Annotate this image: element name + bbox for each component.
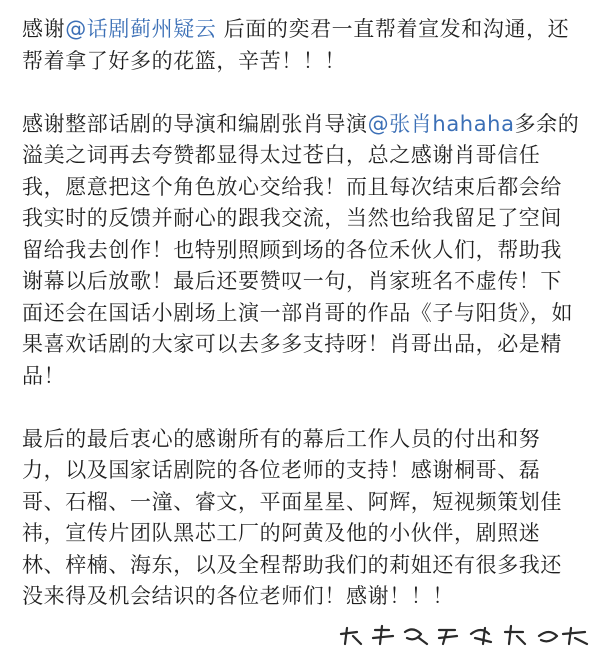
post-body (22, 14, 582, 644)
mention-link-drama[interactable]: @话剧蓟州疑云 (65, 17, 217, 41)
paragraph-thanks-director (22, 109, 582, 393)
mention-link-director[interactable]: @张肖hahaha (367, 111, 515, 136)
paragraph-text: 最后的最后衷心的感谢所有的幕后工作人员的付出和努力，以及国家话剧院的各位老师的支持！感谢桐哥、磊哥、石榴、一潼、睿文，平面星星、阿辉，短视频策划佳祎，宣传片团队黑芯工厂的阿黄及他的小伙伴，剧照迷林、梓楠、海东，以及全程帮助我们的莉姐还有很多我还没来得及机会结识的各位老师们！感谢！！！ (22, 426, 562, 608)
paragraph-thanks-staff (22, 424, 582, 613)
paragraph-text: 感谢 (22, 17, 66, 41)
paragraph-text: 多余的溢美之词再去夸赞都显得太过苍白，总之感谢肖哥信任我，愿意把这个角色放心交给我！而且每次结束后都会给我实时的反馈并耐心的跟我交流，当然也给我留足了空间留给我去创作！也特别照顾到场的各位禾伙人们，帮助我谢幕以后放歌！最后还要赞叹一句，肖家班名不虚传！下面还会在国话小剧场上演一部肖哥的作品《子与阳货》，如果喜欢话剧的大家可以去多多支持呀！肖哥出品，必是精品！ (22, 111, 580, 388)
paragraph-text: 后面的奕君一直帮着宣发和沟通，还帮着拿了好多的花篮，辛苦！！！ (22, 17, 570, 73)
paragraph-thanks-promo (22, 14, 582, 77)
paragraph-text: 感谢整部话剧的导演和编剧张肖导演 (22, 111, 368, 136)
handwritten-signature (335, 624, 595, 646)
